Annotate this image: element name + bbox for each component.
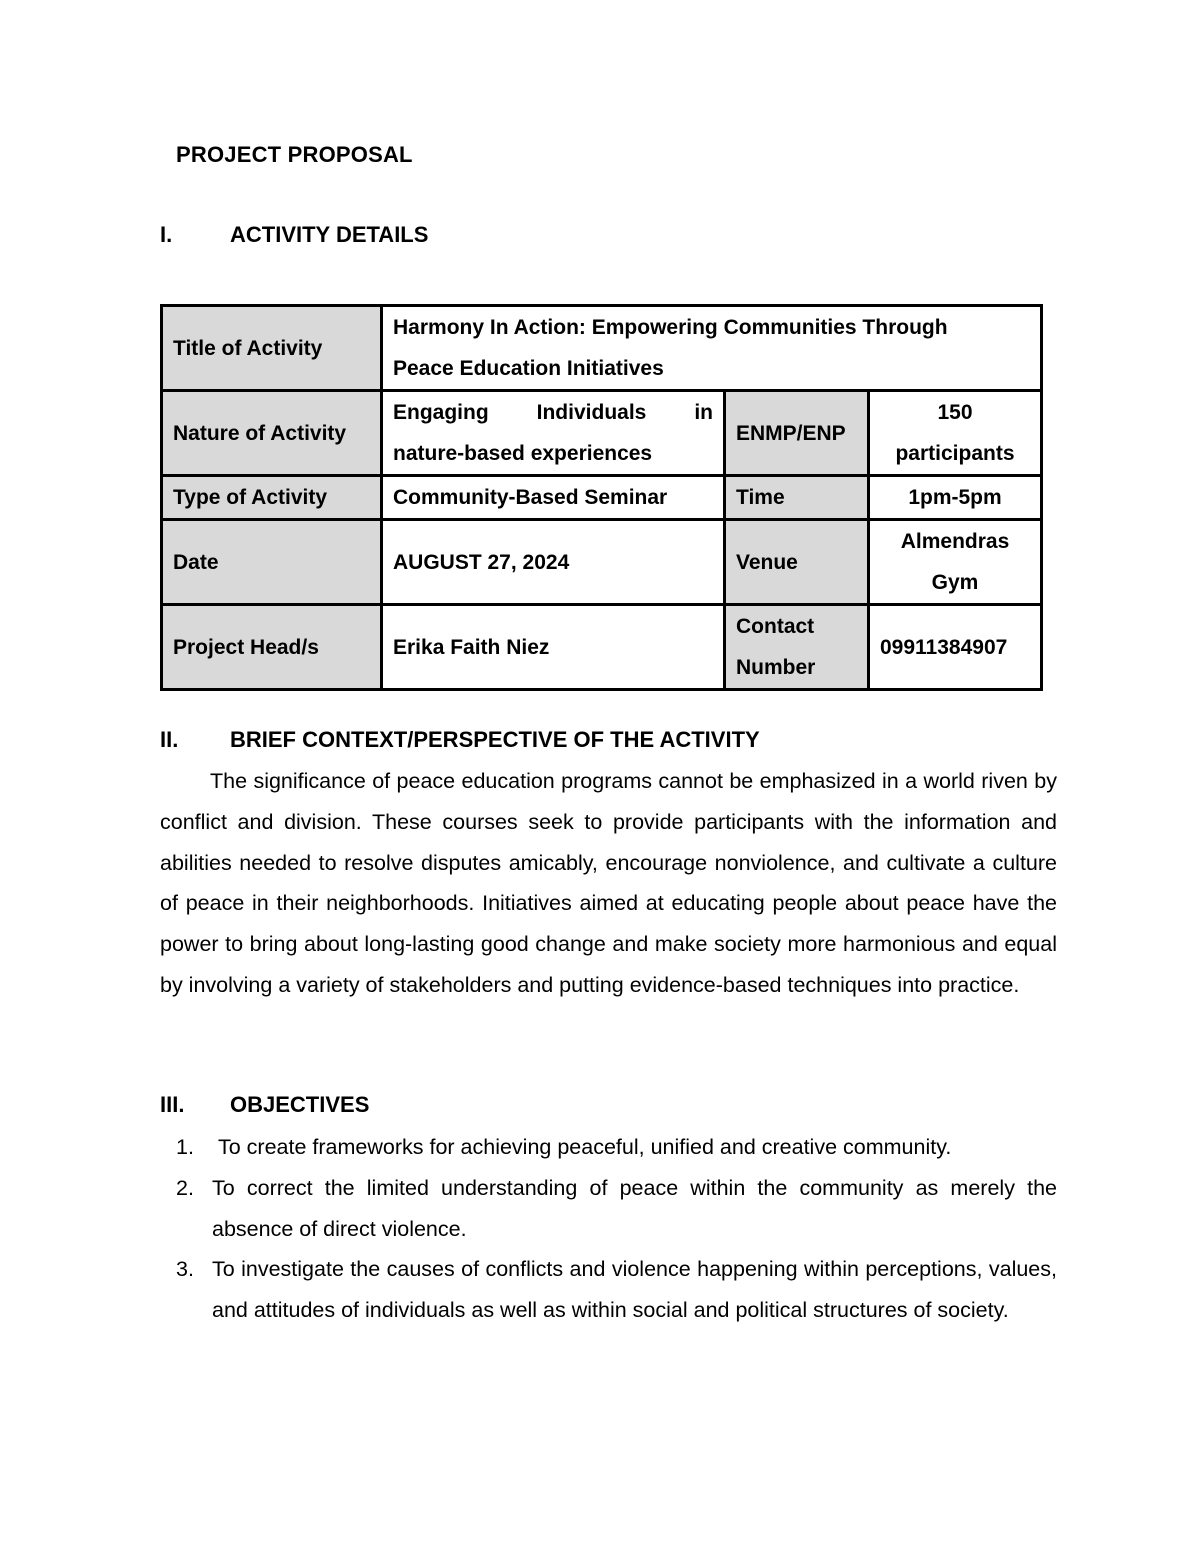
section-number: II.	[160, 727, 179, 752]
table-row-title	[162, 306, 1042, 391]
project-head-value: Erika Faith Niez	[382, 605, 725, 690]
contact-label-line: Contact	[736, 615, 815, 638]
contact-label-line: Number	[736, 656, 816, 679]
venue-label: Venue	[725, 520, 869, 605]
time-value: 1pm-5pm	[869, 476, 1042, 520]
activity-details-table	[160, 304, 1043, 691]
section-heading-context	[160, 727, 760, 753]
objective-text: To investigate the causes of conflicts and violence happening within perceptions, values, and attitudes of individuals as well as within social and political structures of society.	[212, 1257, 1057, 1323]
section-title: ACTIVITY DETAILS	[230, 222, 429, 247]
list-item	[160, 1168, 1057, 1250]
date-value: AUGUST 27, 2024	[382, 520, 725, 605]
table-row-type	[162, 476, 1042, 520]
section-number: III.	[160, 1092, 185, 1117]
list-marker: 2.	[176, 1175, 194, 1200]
nature-value-line: Engaging Individuals in	[393, 401, 713, 424]
project-head-label: Project Head/s	[162, 605, 382, 690]
enmp-enp-value	[869, 391, 1042, 476]
venue-value-line: Almendras	[900, 530, 1010, 553]
list-marker: 1.	[176, 1135, 194, 1159]
table-row-date	[162, 520, 1042, 605]
title-value-line: Harmony In Action: Empowering Communities Through	[393, 316, 948, 339]
section-title: BRIEF CONTEXT/PERSPECTIVE OF THE ACTIVITY	[230, 727, 760, 752]
venue-value-line: Gym	[931, 571, 979, 594]
section-heading-objectives	[160, 1092, 369, 1118]
enmp-value-line: participants	[895, 442, 1015, 465]
contact-number-label	[725, 605, 869, 690]
time-label: Time	[725, 476, 869, 520]
list-item	[160, 1127, 1057, 1168]
nature-value-line: nature-based experiences	[393, 442, 653, 465]
nature-of-activity-value	[382, 391, 725, 476]
nature-of-activity-label: Nature of Activity	[162, 391, 382, 476]
date-label: Date	[162, 520, 382, 605]
section-title: OBJECTIVES	[230, 1092, 370, 1117]
context-paragraph: The significance of peace education programs cannot be emphasized in a world riven by conflict and division. These courses seek to provide participants with the information and abilities needed to resolve disputes amicably, encourage nonviolence, and cultivate a culture of peace in their neighborhoods. Initiatives aimed at educating people about peace have the power to bring about long-lasting good change and make society more harmonious and equal by involving a variety of stakeholders and putting evidence-based techniques into practice.	[160, 769, 1057, 997]
title-of-activity-value	[382, 306, 1042, 391]
enmp-enp-label: ENMP/ENP	[725, 391, 869, 476]
document-title: PROJECT PROPOSAL	[176, 142, 413, 167]
list-item	[160, 1249, 1057, 1331]
table-row-project-head	[162, 605, 1042, 690]
type-of-activity-value: Community-Based Seminar	[382, 476, 725, 520]
section-number: I.	[160, 222, 173, 247]
table-row-nature	[162, 391, 1042, 476]
title-value-line: Peace Education Initiatives	[393, 357, 664, 380]
objectives-list	[160, 1127, 1057, 1331]
enmp-value-line: 150	[937, 401, 973, 424]
objective-text: To correct the limited understanding of peace within the community as merely the absence of direct violence.	[212, 1175, 1057, 1241]
venue-value	[869, 520, 1042, 605]
type-of-activity-label: Type of Activity	[162, 476, 382, 520]
contact-number-value: 09911384907	[869, 605, 1042, 690]
section-heading-activity-details	[160, 222, 428, 248]
objective-text: To create frameworks for achieving peaceful, unified and creative community.	[212, 1135, 952, 1159]
list-marker: 3.	[176, 1257, 194, 1282]
title-of-activity-label: Title of Activity	[162, 306, 382, 391]
